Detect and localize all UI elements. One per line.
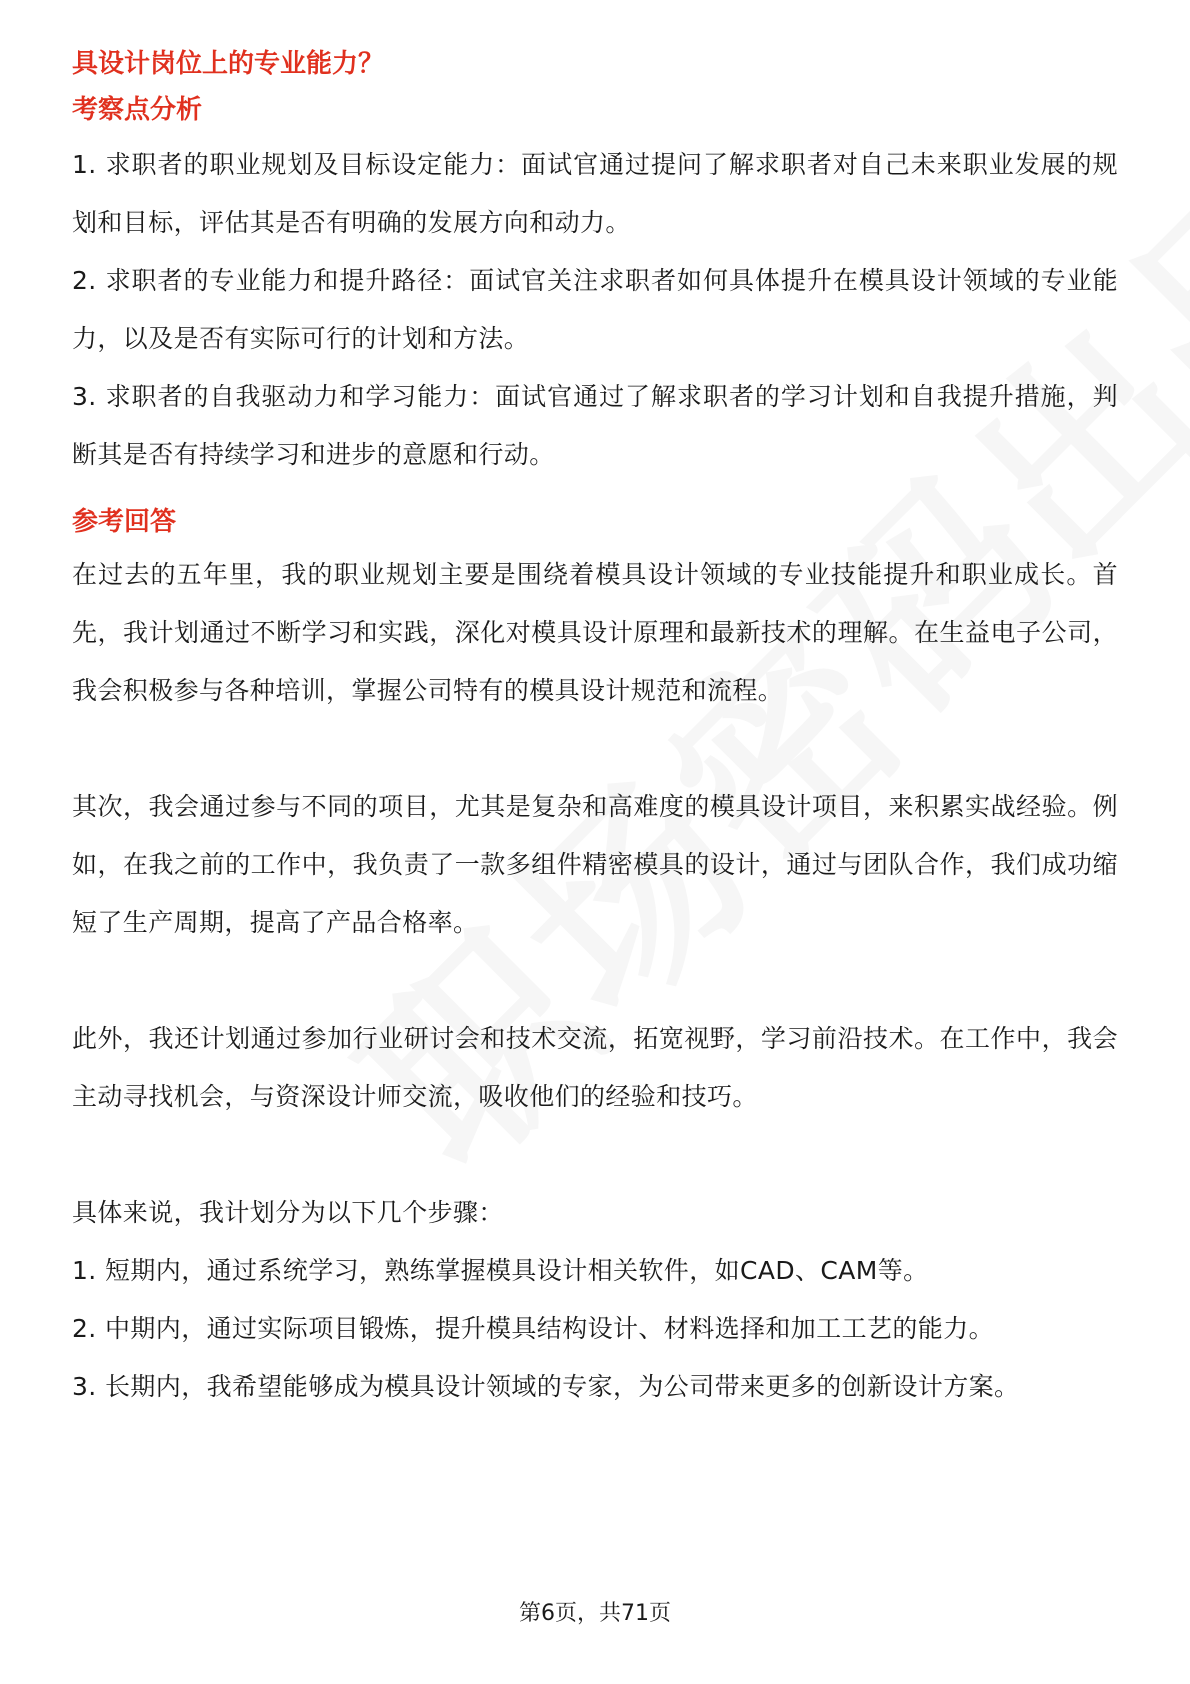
step-item: 3. 长期内，我希望能够成为模具设计领域的专家，为公司带来更多的创新设计方案。 <box>72 1372 1020 1401</box>
answer-paragraph: 在过去的五年里，我的职业规划主要是围绕着模具设计领域的专业技能提升和职业成长。首先，我计划通过不断学习和实践，深化对模具设计原理和最新技术的理解。在生益电子公司，我会积极参与各种培训，掌握公司特有的模具设计规范和流程。 <box>72 560 1118 705</box>
reference-heading: 参考回答 <box>72 507 177 537</box>
paragraph-spacer <box>72 1126 1118 1184</box>
answer-paragraph: 此外，我还计划通过参加行业研讨会和技术交流，拓宽视野，学习前沿技术。在工作中，我会主动寻找机会，与资深设计师交流，吸收他们的经验和技巧。 <box>72 1024 1118 1111</box>
paragraph-spacer <box>72 720 1118 778</box>
steps-intro: 具体来说，我计划分为以下几个步骤： <box>72 1198 504 1227</box>
analysis-point: 2. 求职者的专业能力和提升路径：面试官关注求职者如何具体提升在模具设计领域的专业能力，以及是否有实际可行的计划和方法。 <box>72 266 1118 353</box>
analysis-point: 3. 求职者的自我驱动力和学习能力：面试官通过了解求职者的学习计划和自我提升措施，判断其是否有持续学习和进步的意愿和行动。 <box>72 382 1118 469</box>
analysis-point: 1. 求职者的职业规划及目标设定能力：面试官通过提问了解求职者对自己未来职业发展的规划和目标，评估其是否有明确的发展方向和动力。 <box>72 150 1118 237</box>
step-item: 1. 短期内，通过系统学习，熟练掌握模具设计相关软件，如CAD、CAM等。 <box>72 1256 929 1285</box>
page-content <box>72 46 1118 1416</box>
paragraph-spacer <box>72 952 1118 1010</box>
question-title: 具设计岗位上的专业能力？ <box>72 49 385 79</box>
step-item: 2. 中期内，通过实际项目锻炼，提升模具结构设计、材料选择和加工工艺的能力。 <box>72 1314 995 1343</box>
answer-paragraph: 其次，我会通过参与不同的项目，尤其是复杂和高难度的模具设计项目，来积累实战经验。例如，在我之前的工作中，我负责了一款多组件精密模具的设计，通过与团队合作，我们成功缩短了生产周期，提高了产品合格率。 <box>72 792 1118 937</box>
page-footer: 第6页，共71页 <box>519 1601 671 1626</box>
analysis-heading: 考察点分析 <box>72 95 203 125</box>
